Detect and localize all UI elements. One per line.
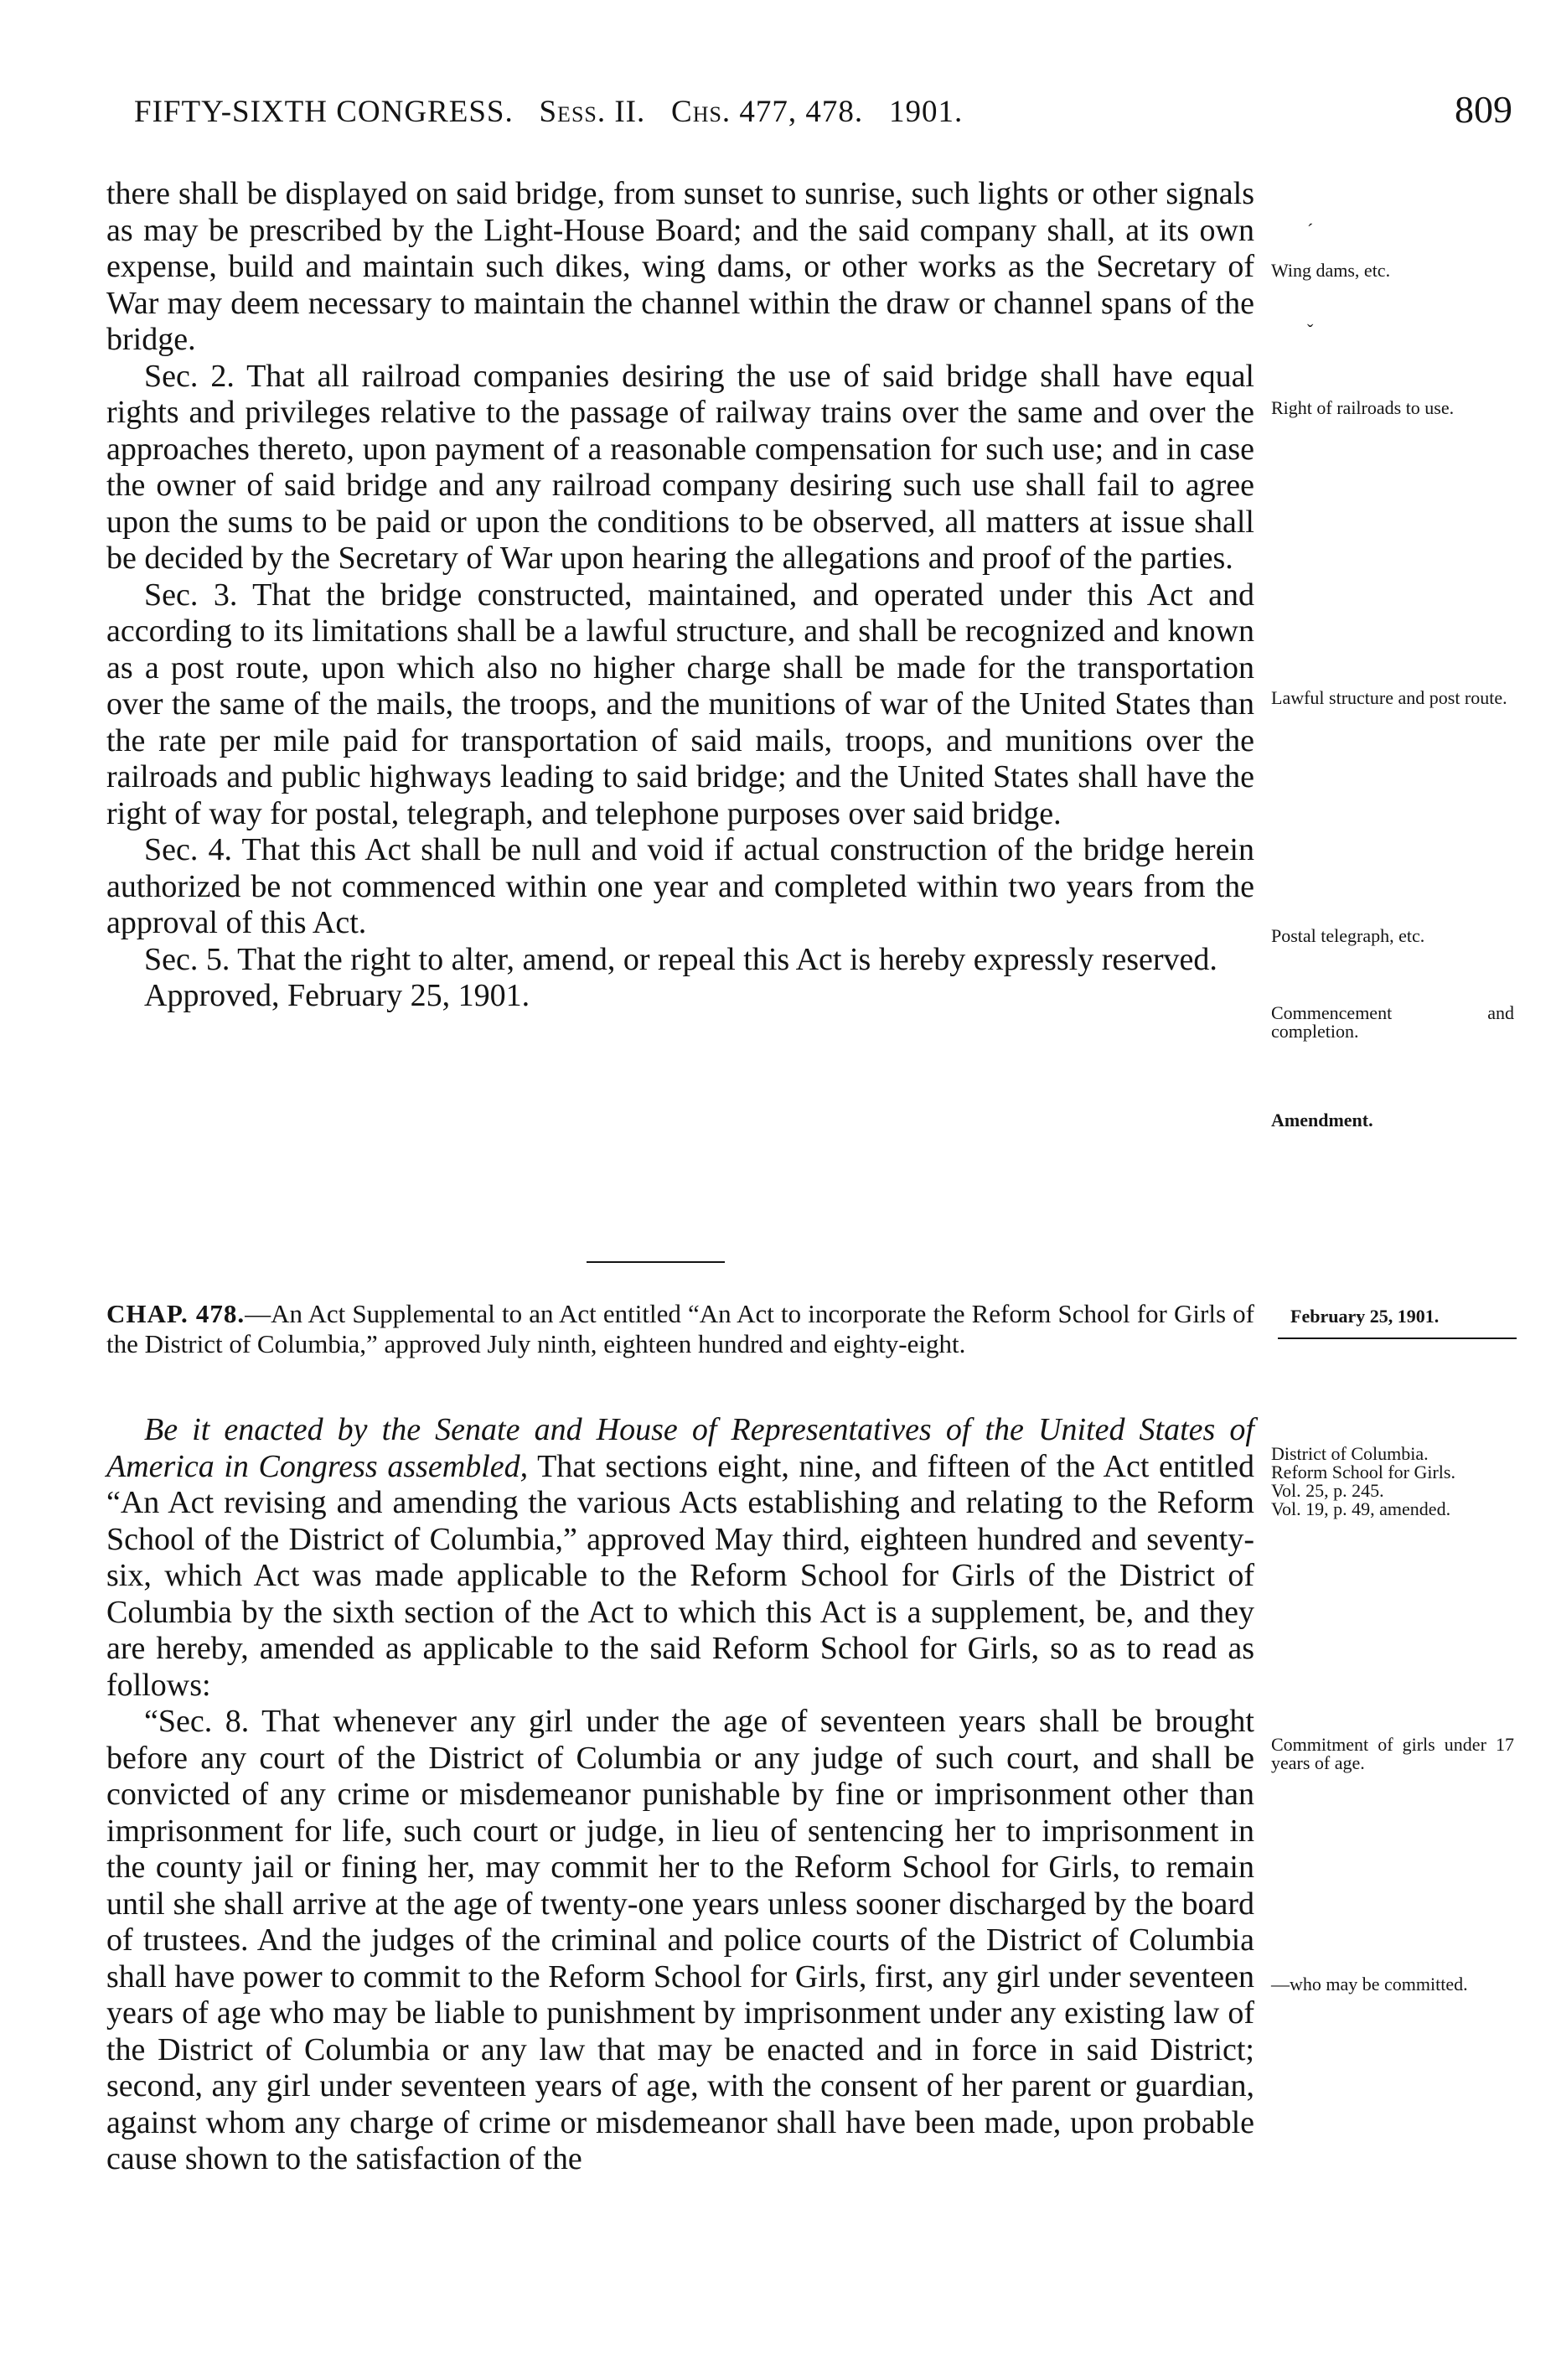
header-title (134, 94, 963, 130)
chapter-title (106, 1299, 1254, 1359)
margin-note-commencement: Commencement and completion. (1271, 1002, 1514, 1042)
section-2: Sec. 2. That all railroad companies desiring the use of said bridge shall have equal rights and privileges relative to the passage of railway trains over the same and over the approaches thereto, upon payment of a reasonable compensation for such use; and in case the owner of said bridge and any railroad company desiring such use shall fail to agree upon the sums to be paid or upon the conditions to be observed, all matters at issue shall be decided by the Secretary of War upon hearing the allegations and proof of the parties. (106, 358, 1254, 576)
header-session: Sess. II. (539, 95, 646, 129)
section-divider (587, 1261, 725, 1263)
margin-note-vol19: Vol. 19, p. 49, amended. (1271, 1498, 1451, 1519)
approval-date: Approved, February 25, 1901. (144, 978, 530, 1013)
date-underline (1278, 1337, 1517, 1339)
running-header (134, 88, 1512, 144)
section-4: Sec. 4. That this Act shall be null and void if actual construction of the bridge herein authorized be not commenced within one year and completed within two years from the approval of this Act. (106, 832, 1254, 940)
margin-note-amendment: Amendment. (1271, 1110, 1373, 1130)
margin-note-lawful-structure: Lawful structure and post route. (1271, 687, 1507, 708)
margin-note-commitment: Commitment of girls under 17 years of age. (1271, 1734, 1514, 1773)
chapter-body (106, 1412, 1254, 2178)
continuation-text (106, 176, 1254, 1015)
enacting-italic: Be it enacted by the Senate and House of Representatives of the United States of America in Congress assembled, (106, 1412, 1254, 1484)
chapter-description: —An Act Supplemental to an Act entitled “An Act to incorporate the Reform School for Girls of the District of Columbia,” approved July ninth, eighteen hundred and eighty-eight. (106, 1299, 1255, 1358)
margin-note-district: District of Columbia. (1271, 1443, 1429, 1464)
enacting-clause (106, 1412, 1254, 1704)
header-chapters: Chs. 477, 478. (671, 95, 864, 129)
margin-note-postal: Postal telegraph, etc. (1271, 925, 1425, 946)
margin-note-vol25: Vol. 25, p. 245. (1271, 1480, 1384, 1501)
margin-note-reform-school (1271, 1445, 1514, 1519)
margin-note-wing-dams: Wing dams, etc. (1271, 260, 1391, 281)
page-number: 809 (1455, 88, 1512, 131)
margin-note-reform: Reform School for Girls. (1271, 1462, 1455, 1482)
header-congress: FIFTY-SIXTH CONGRESS. (134, 95, 514, 129)
section-3: Sec. 3. That the bridge constructed, maintained, and operated under this Act and according to its limitations shall be a lawful structure, and shall be recognized and known as a post route, upon which also no higher charge shall be made for the transportation over the same of the mails, the troops, and the munitions of war of the United States than the rate per mile paid for transportation of said mails, troops, and munitions over the railroads and public highways leading to said bridge; and the United States shall have the right of way for postal, telegraph, and telephone purposes over said bridge. (106, 577, 1254, 831)
paragraph-bridge-lights: there shall be displayed on said bridge, from sunset to sunrise, such lights or other signals as may be prescribed by the Light-House Board; and the said company shall, at its own expense, build and maintain such dikes, wing dams, or other works as the Secretary of War may deem necessary to maintain the channel within the draw or channel spans of the bridge. (106, 176, 1254, 357)
section-8: “Sec. 8. That whenever any girl under the age of seventeen years shall be brought before any court of the District of Columbia or any judge of such court, and shall be convicted of any crime or misdemeanor punishable by fine or imprisonment other than imprisonment for life, such court or judge, in lieu of sentencing her to imprisonment in the county jail or fining her, may commit her to the Reform School for Girls, to remain until she shall arrive at the age of twenty-one years unless sooner discharged by the board of trustees. And the judges of the criminal and police courts of the District of Columbia shall have power to commit to the Reform School for Girls, first, any girl under seventeen years of age who may be liable to punishment by imprisonment under any existing law of the District of Columbia or any law that may be enacted and in force in said District; second, any girl under seventeen years of age, with the consent of her parent or guardian, against whom any charge of crime or misdemeanor shall have been made, upon probable cause shown to the satisfaction of the (106, 1704, 1254, 2176)
tick-mark: ˇ (1307, 320, 1314, 341)
margin-note-railroads: Right of railroads to use. (1271, 397, 1455, 418)
chapter-label: CHAP. 478. (106, 1299, 246, 1328)
section-5: Sec. 5. That the right to alter, amend, or repeal this Act is hereby expressly reserved. (144, 941, 1217, 977)
tick-mark: ˊ (1307, 220, 1314, 241)
enacting-text: That sections eight, nine, and fifteen of the Act entitled “An Act revising and amending the various Acts establishing and relating to the Reform School of the District of Columbia,” approved May third, eighteen hundred and seventy-six, which Act was made applicable to the Reform School for Girls of the District of Columbia by the sixth section of the Act to which this Act is a supplement, be, and they are hereby, amended as applicable to the said Reform School for Girls, so as to read as follows: (106, 1448, 1254, 1703)
chapter-heading (106, 1299, 1254, 1359)
header-year: 1901. (888, 95, 964, 129)
margin-note-who-committed: —who may be committed. (1271, 1974, 1468, 1995)
margin-note-date: February 25, 1901. (1290, 1306, 1440, 1327)
